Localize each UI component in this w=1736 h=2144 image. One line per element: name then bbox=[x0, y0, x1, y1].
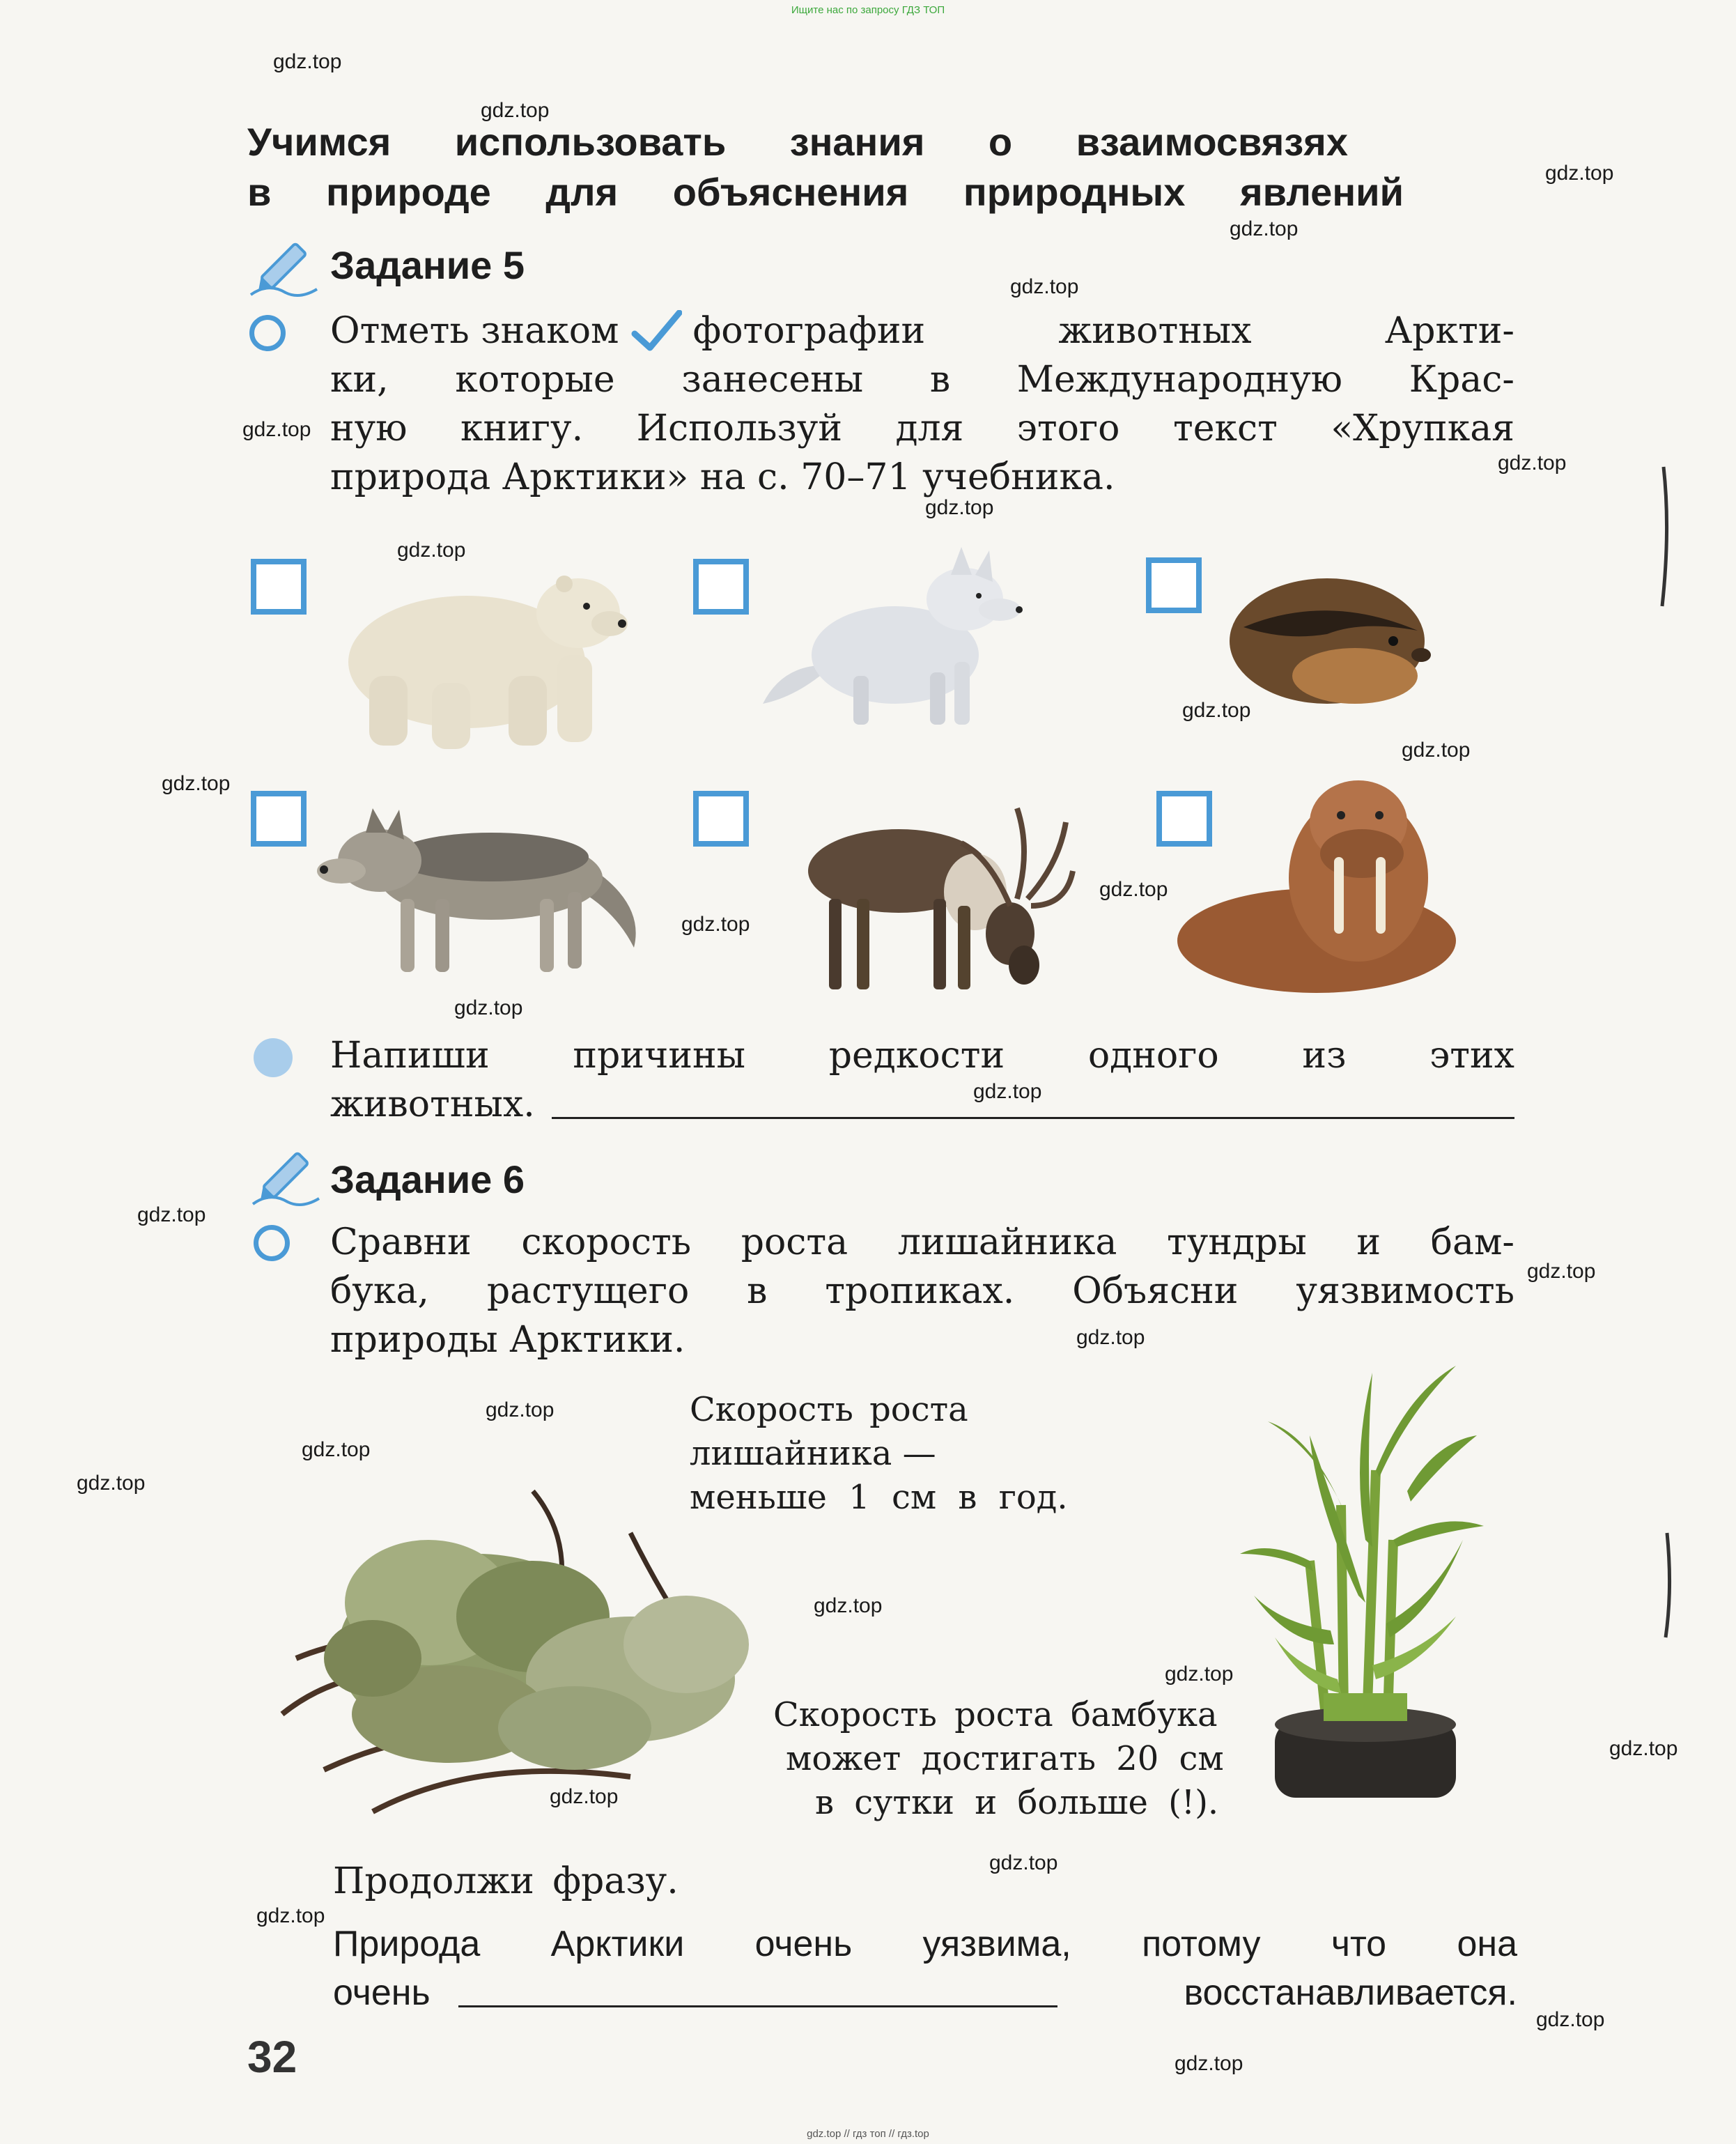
top-watermark: Ищите нас по запросу ГДЗ ТОП bbox=[791, 4, 945, 16]
task6-line1: Сравни скорость роста лишайника тундры и бам- bbox=[330, 1221, 1514, 1263]
page-number: 32 bbox=[247, 2032, 297, 2082]
phrase-line1: Природа Арктики очень уязвима, потому что она bbox=[333, 1924, 1517, 1964]
watermark-label: gdz.top bbox=[1230, 217, 1299, 240]
watermark-label: gdz.top bbox=[989, 1851, 1058, 1874]
watermark-label: gdz.top bbox=[681, 913, 750, 936]
watermark-label: gdz.top bbox=[1527, 1260, 1596, 1283]
watermark-label: gdz.top bbox=[1536, 2008, 1605, 2031]
watermark-label: gdz.top bbox=[454, 996, 523, 1019]
pencil-icon bbox=[249, 1143, 323, 1209]
watermark-label: gdz.top bbox=[1182, 699, 1251, 722]
reindeer-photo bbox=[787, 794, 1080, 996]
watermark-label: gdz.top bbox=[256, 1904, 325, 1927]
watermark-label: gdz.top bbox=[550, 1785, 619, 1808]
task-marker-circle bbox=[249, 315, 286, 351]
watermark-label: gdz.top bbox=[1010, 275, 1079, 298]
wolf-photo bbox=[317, 801, 651, 982]
task5-instructions bbox=[330, 307, 1514, 502]
bamboo-text-2: может достигать 20 см bbox=[786, 1739, 1224, 1778]
task5-line1-before: Отметь знаком bbox=[330, 310, 619, 352]
watermark-label: gdz.top bbox=[137, 1203, 206, 1226]
watermark-label: gdz.top bbox=[1165, 1663, 1234, 1686]
pencil-icon bbox=[247, 233, 320, 300]
watermark-label: gdz.top bbox=[1402, 739, 1471, 762]
watermark-label: gdz.top bbox=[162, 772, 231, 795]
watermark-label: gdz.top bbox=[1099, 878, 1168, 901]
continue-prompt: Продолжи фразу. bbox=[333, 1860, 679, 1902]
watermark-label: gdz.top bbox=[486, 1398, 555, 1421]
checkbox-arctic-fox[interactable] bbox=[693, 559, 749, 615]
task5-line1-after: фотографии животных Аркти- bbox=[692, 310, 1514, 352]
lichen-growth-text bbox=[690, 1388, 1068, 1520]
task5-line2: ки, которые занесены в Международную Крас- bbox=[330, 359, 1514, 401]
heading-line-1: Учимся использовать знания о взаимосвязях bbox=[247, 120, 1348, 164]
task-marker-circle bbox=[254, 1225, 290, 1261]
watermark-label: gdz.top bbox=[1175, 2052, 1243, 2075]
lichen-text-3: меньше 1 см в год. bbox=[690, 1478, 1068, 1517]
walrus-photo bbox=[1177, 773, 1484, 996]
bamboo-text-1: Скорость роста бамбука bbox=[773, 1695, 1218, 1734]
watermark-label: gdz.top bbox=[814, 1594, 883, 1617]
watermark-label: gdz.top bbox=[925, 496, 994, 519]
binding-mark bbox=[1651, 460, 1679, 613]
watermark-label: gdz.top bbox=[973, 1080, 1042, 1103]
watermark-label: gdz.top bbox=[397, 539, 466, 562]
watermark-label: gdz.top bbox=[77, 1472, 146, 1495]
bottom-watermark: gdz.top // гдз топ // гдз.top bbox=[807, 2128, 929, 2140]
checkmark-icon bbox=[630, 310, 682, 352]
task6-line3: природы Арктики. bbox=[330, 1319, 685, 1361]
watermark-label: gdz.top bbox=[302, 1438, 371, 1461]
checkbox-wolf[interactable] bbox=[251, 791, 307, 847]
watermark-label: gdz.top bbox=[1076, 1326, 1145, 1349]
task5-title: Задание 5 bbox=[330, 243, 525, 287]
checkbox-lemming[interactable] bbox=[1146, 557, 1202, 613]
phrase-block bbox=[333, 1920, 1517, 2017]
watermark-label: gdz.top bbox=[1545, 162, 1614, 185]
task5-question bbox=[330, 1031, 1514, 1129]
heading-line-2: в природе для объяснения природных явлений bbox=[247, 170, 1404, 214]
task5-question-line2: животных. bbox=[330, 1083, 535, 1125]
task6-title: Задание 6 bbox=[330, 1157, 525, 1201]
bamboo-photo bbox=[1226, 1331, 1505, 1805]
lemming-photo bbox=[1223, 564, 1439, 711]
section-heading bbox=[247, 117, 1432, 217]
binding-mark bbox=[1654, 1526, 1682, 1644]
watermark-label: gdz.top bbox=[273, 50, 342, 73]
watermark-label: gdz.top bbox=[242, 418, 311, 441]
watermark-label: gdz.top bbox=[481, 99, 550, 122]
lichen-text-2: лишайника — bbox=[690, 1434, 936, 1473]
watermark-label: gdz.top bbox=[1609, 1737, 1678, 1760]
bamboo-growth-text bbox=[773, 1693, 1224, 1825]
polar-bear-photo bbox=[327, 550, 641, 753]
phrase-after-blank: восстанавливается. bbox=[1184, 1973, 1517, 2013]
answer-line[interactable] bbox=[552, 1117, 1514, 1119]
bamboo-text-3: в сутки и больше (!). bbox=[815, 1783, 1219, 1822]
phrase-before-blank: очень bbox=[333, 1973, 431, 2013]
checkbox-reindeer[interactable] bbox=[693, 791, 749, 847]
arctic-fox-photo bbox=[756, 543, 1048, 732]
watermark-label: gdz.top bbox=[1498, 452, 1567, 475]
checkbox-polar-bear[interactable] bbox=[251, 559, 307, 615]
lichen-text-1: Скорость роста bbox=[690, 1390, 968, 1429]
task5-line4: природа Арктики» на с. 70–71 учебника. bbox=[330, 456, 1115, 498]
task5-line3: ную книгу. Используй для этого текст «Хрупкая bbox=[330, 408, 1514, 449]
answer-line[interactable] bbox=[458, 2005, 1057, 2007]
task5-question-line1: Напиши причины редкости одного из этих bbox=[330, 1035, 1514, 1077]
task6-line2: бука, растущего в тропиках. Объясни уязвимость bbox=[330, 1270, 1514, 1312]
task-marker-filled-circle bbox=[254, 1038, 293, 1077]
